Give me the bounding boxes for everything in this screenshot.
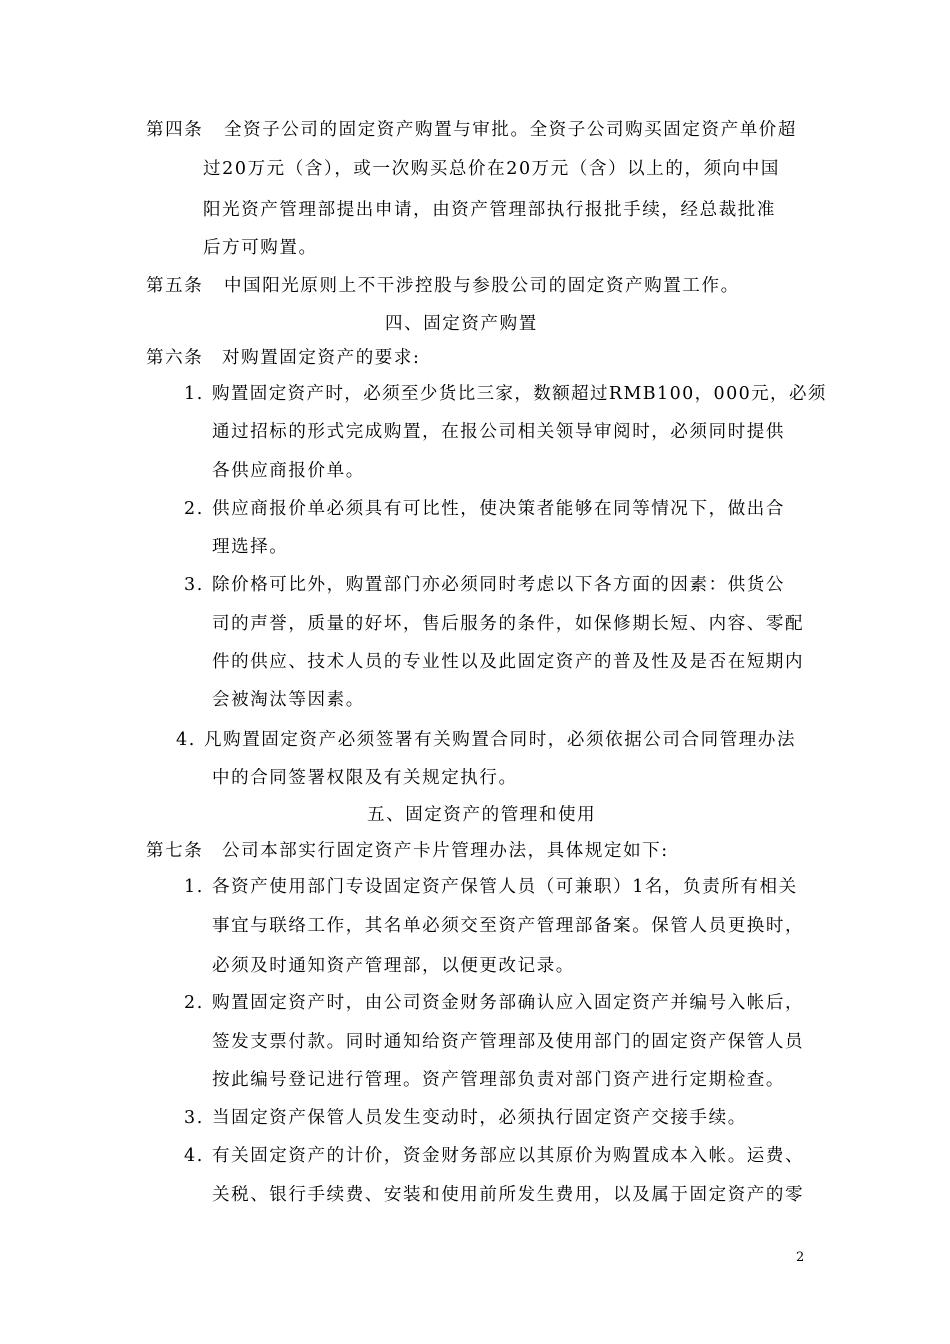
art6-item-3-line-1: 除价格可比外，购置部门亦必须同时考虑以下各方面的因素：供货公 [212, 575, 785, 595]
art7-item-2-line-2: 签发支票付款。同时通知给资产管理部及使用部门的固定资产保管人员 [212, 1032, 805, 1052]
art7-item-2-line-3: 按此编号登记进行管理。资产管理部负责对部门资产进行定期检查。 [212, 1070, 785, 1090]
art5-label: 第五条 [146, 276, 204, 296]
art6-item-4-line-1: 凡购置固定资产必须签署有关购置合同时，必须依据公司合同管理办法 [204, 730, 797, 750]
art6-item-1-line-2: 通过招标的形式完成购置，在报公司相关领导审阅时，必须同时提供 [212, 422, 785, 442]
art4-label: 第四条 [146, 120, 204, 140]
art6-item-2-line-1: 供应商报价单必须具有可比性，使决策者能够在同等情况下，做出合 [212, 499, 785, 519]
art7-item-1-line-3: 必须及时通知资产管理部，以便更改记录。 [212, 956, 575, 976]
art6-item-3-line-4: 会被淘汰等因素。 [212, 690, 365, 710]
art4-line-2: 过20万元（含），或一次购买总价在20万元（含）以上的，须向中国 [203, 159, 780, 179]
art7-text: 公司本部实行固定资产卡片管理办法，具体规定如下: [222, 841, 669, 861]
art7-item-4-num: 4. [184, 1146, 204, 1166]
art6-item-1-line-1: 购置固定资产时，必须至少货比三家，数额超过RMB100，000元，必须 [212, 384, 827, 404]
art6-item-2-num: 2. [184, 499, 204, 519]
art6-item-4-num: 4. [176, 730, 196, 750]
art7-item-1-num: 1. [184, 877, 204, 897]
art6-item-3-num: 3. [184, 575, 204, 595]
art6-item-2-line-2: 理选择。 [212, 537, 289, 557]
art7-item-4-line-2: 关税、银行手续费、安装和使用前所发生费用，以及属于固定资产的零 [212, 1185, 805, 1205]
art7-item-3-num: 3. [184, 1108, 204, 1128]
art6-label: 第六条 [146, 348, 204, 368]
art7-item-1-line-2: 事宜与联络工作，其名单必须交至资产管理部备案。保管人员更换时， [212, 916, 805, 936]
page-number: 2 [796, 1250, 805, 1265]
art5-text: 中国阳光原则上不干涉控股与参股公司的固定资产购置工作。 [224, 276, 740, 296]
art7-item-3-line-1: 当固定资产保管人员发生变动时，必须执行固定资产交接手续。 [212, 1108, 747, 1128]
section-heading-4: 四、固定资产购置 [385, 314, 538, 334]
art6-item-3-line-3: 件的供应、技术人员的专业性以及此固定资产的普及性及是否在短期内 [212, 652, 805, 672]
art7-item-2-num: 2. [184, 993, 204, 1013]
art6-item-1-line-3: 各供应商报价单。 [212, 461, 365, 481]
art6-item-1-num: 1. [184, 384, 204, 404]
art4-line-1: 全资子公司的固定资产购置与审批。全资子公司购买固定资产单价超 [224, 120, 797, 140]
art7-item-2-line-1: 购置固定资产时，由公司资金财务部确认应入固定资产并编号入帐后， [212, 993, 805, 1013]
art6-item-4-line-2: 中的合同签署权限及有关规定执行。 [212, 768, 518, 788]
art6-text: 对购置固定资产的要求: [222, 348, 421, 368]
art7-item-4-line-1: 有关固定资产的计价，资金财务部应以其原价为购置成本入帐。运费、 [212, 1146, 805, 1166]
art4-line-4: 后方可购置。 [203, 238, 318, 258]
art4-line-3: 阳光资产管理部提出申请，由资产管理部执行报批手续，经总裁批准 [203, 200, 776, 220]
section-heading-5: 五、固定资产的管理和使用 [367, 805, 597, 825]
art7-item-1-line-1: 各资产使用部门专设固定资产保管人员（可兼职）1名，负责所有相关 [212, 877, 798, 897]
art6-item-3-line-2: 司的声誉，质量的好坏，售后服务的条件，如保修期长短、内容、零配 [212, 614, 805, 634]
art7-label: 第七条 [146, 841, 204, 861]
